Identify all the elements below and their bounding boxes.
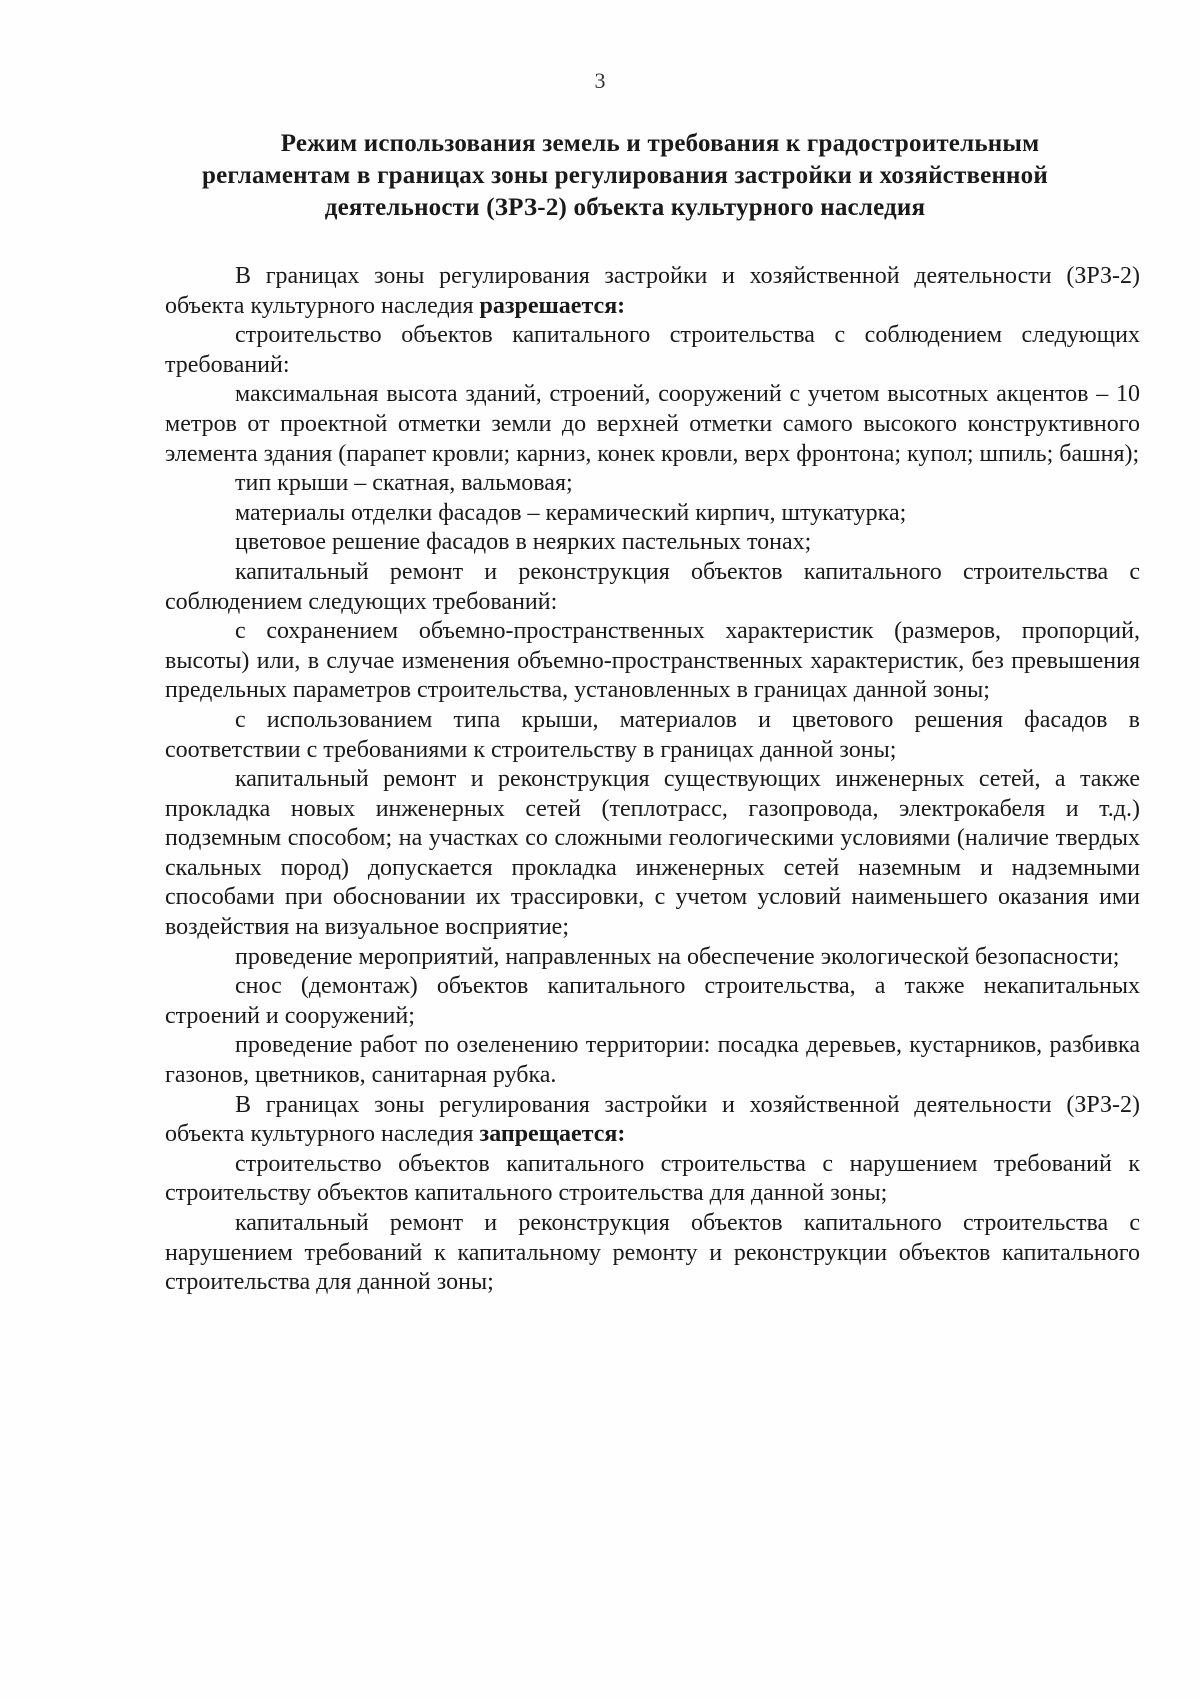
paragraph-bold-keyword: запрещается:: [479, 1121, 626, 1148]
page-number: 3: [594, 68, 606, 93]
paragraph: капитальный ремонт и реконструкция объектов капитального строительства с нарушением требований к капитальному ремонту и реконструкции объектов капитального строительства для данной зоны;: [165, 1210, 1140, 1296]
paragraph: материалы отделки фасадов – керамический кирпич, штукатурка;: [235, 499, 907, 526]
document-body: [165, 262, 1140, 1298]
paragraph: с использованием типа крыши, материалов и цветового решения фасадов в соответствии с требованиями к строительству в границах данной зоны;: [165, 706, 1140, 763]
paragraph: проведение работ по озеленению территории: посадка деревьев, кустарников, разбивка газонов, цветников, санитарная рубка.: [165, 1032, 1140, 1089]
paragraph-text: В границах зоны регулирования застройки и хозяйственной деятельности (ЗРЗ-2) объекта культурного наследия: [165, 263, 1140, 319]
title-line-1: Режим использования земель и требования к градостроительным: [280, 130, 1040, 157]
paragraph: строительство объектов капитального строительства с нарушением требований к строительству объектов капитального строительства для данной зоны;: [165, 1150, 1140, 1207]
paragraph: строительство объектов капитального строительства с соблюдением следующих требований:: [165, 322, 1140, 378]
paragraph: проведение мероприятий, направленных на обеспечение экологической безопасности;: [235, 943, 1120, 970]
paragraph: капитальный ремонт и реконструкция объектов капитального строительства с соблюдением следующих требований:: [165, 558, 1140, 615]
paragraph: капитальный ремонт и реконструкция существующих инженерных сетей, а также прокладка новых инженерных сетей (теплотрасс, газопровода, электрокабеля и т.д.) подземным способом; на участках со сложными геологическими условиями (наличие твердых скальных пород) допускается прокладка инженерных сетей наземным и надземными способами при обосновании их трассировки, с учетом условий наименьшего оказания ими воздействия на визуальное восприятие;: [165, 766, 1140, 941]
title-line-2: регламентам в границах зоны регулирования застройки и хозяйственной: [202, 162, 1048, 189]
paragraph-text: В границах зоны регулирования застройки и хозяйственной деятельности (ЗРЗ-2) объекта культурного наследия: [165, 1091, 1140, 1148]
paragraph: с сохранением объемно-пространственных характеристик (размеров, пропорций, высоты) или, в случае изменения объемно-пространственных характеристик, без превышения предельных параметров строительства, установленных в границах данной зоны;: [165, 618, 1140, 704]
paragraph: максимальная высота зданий, строений, сооружений с учетом высотных акцентов – 10 метров от проектной отметки земли до верхней отметки самого высокого конструктивного элемента здания (парапет кровли; карниз, конек кровли, верх фронтона; купол; шпиль; башня);: [165, 381, 1140, 467]
paragraph: снос (демонтаж) объектов капитального строительства, а также некапитальных строений и сооружений;: [165, 973, 1140, 1029]
document-title: [150, 128, 1100, 224]
paragraph-prohibited-intro: [165, 1091, 1140, 1150]
title-line-3: деятельности (ЗРЗ-2) объекта культурного наследия: [324, 194, 926, 221]
paragraph-bold-keyword: разрешается:: [479, 292, 626, 319]
paragraph-permitted-intro: [165, 262, 1140, 321]
paragraph: тип крыши – скатная, вальмовая;: [235, 470, 573, 497]
paragraph: цветовое решение фасадов в неярких пастельных тонах;: [235, 529, 812, 556]
